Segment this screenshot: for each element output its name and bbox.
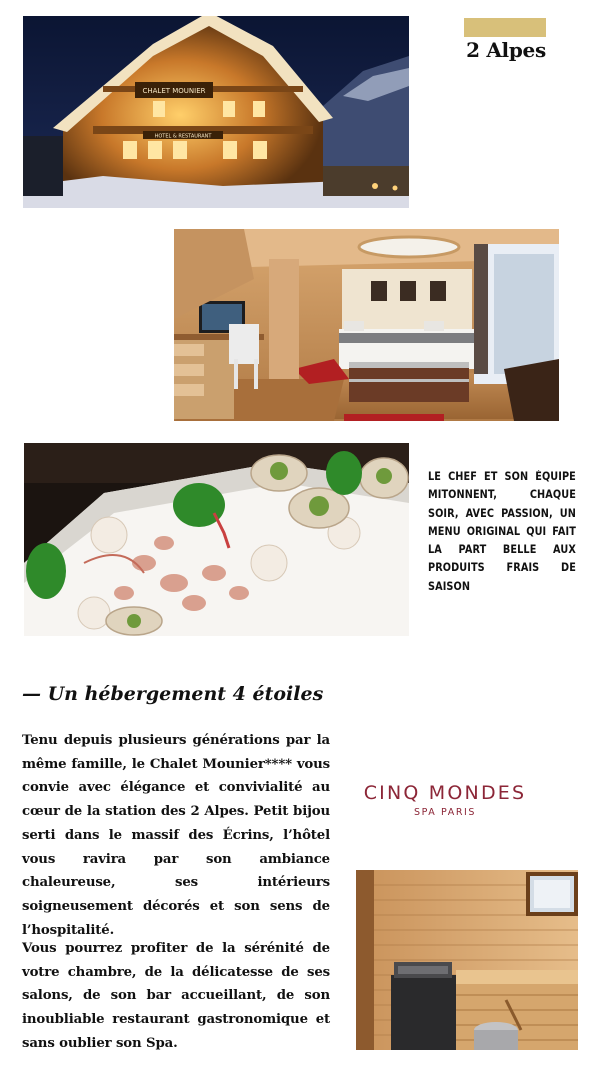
chalet-sign-subtext: HOTEL & RESTAURANT — [154, 133, 212, 140]
bedroom-photo — [174, 229, 559, 421]
gold-accent-bar — [464, 18, 546, 37]
destination-label: 2 Alpes — [466, 38, 546, 62]
amenities-paragraph: Vous pourrez profiter de la sérénité de votre chambre, de la délicatesse de ses salons, de son bar accueillant, de son inoubliable restaurant gastronomique et sans oublier son Spa. — [22, 941, 330, 1051]
intro-paragraph: Tenu depuis plusieurs générations par la même famille, le Chalet Mounier**** vous convie avec élégance et convivialité au cœur de la station des 2 Alpes. Petit bijou serti dans le massif des Écrins, l’hôtel vous ravira par son ambiance chaleureuse, ses intérieurs soigneusement décorés et son sens de l’hospitalité. — [22, 733, 330, 938]
spa-brand-logo: CINQ MONDES — [363, 782, 527, 804]
chalet-exterior-photo — [23, 16, 409, 208]
chef-description: LE CHEF ET SON ÉQUIPE MITONNENT, CHAQUE SOIR, AVEC PASSION, UN MENU ORIGINAL QUI FAIT LA PART BELLE AUX PRODUITS FRAIS DE SAISON — [428, 470, 576, 593]
sauna-photo — [356, 870, 578, 1050]
section-heading: — Un hébergement 4 étoiles — [22, 683, 324, 705]
spa-brand-subtitle: SPA PARIS — [413, 807, 477, 818]
chalet-sign-text: CHALET MOUNIER — [142, 87, 206, 95]
seafood-dish-photo — [24, 443, 409, 636]
